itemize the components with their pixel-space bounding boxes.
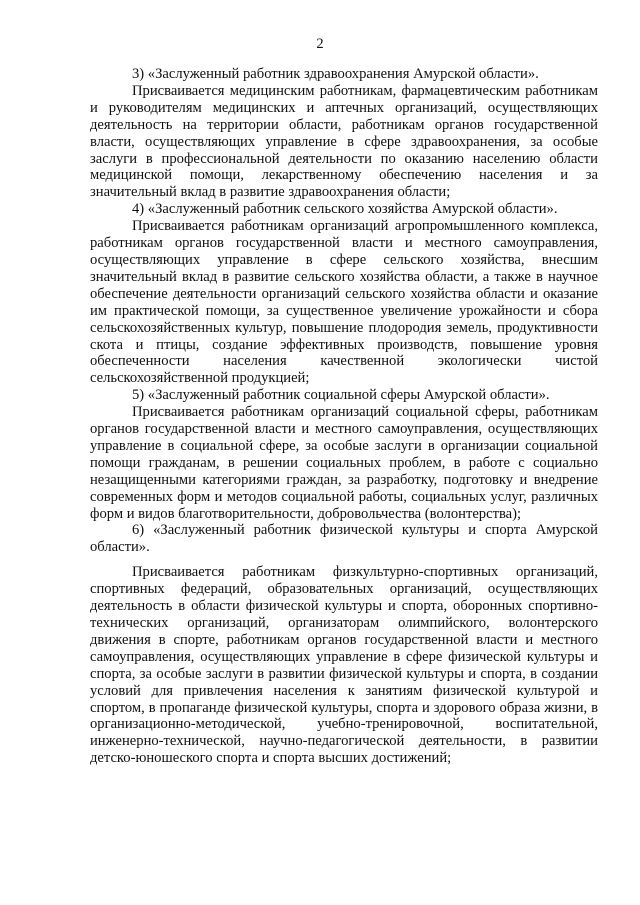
section-body-6: Присваивается работникам физкультурно-спортивных организаций, спортивных федераций, образовательных организаций, осуществляющих деятельность в области физической культуры и спорта, оборонных спортивно-технических организаций, организаторам олимпийского, волонтерского движения в спорте, работникам органов государственной власти и местного самоуправления, осуществляющих управление в сфере физической культуры и спорта, за особые заслуги в развитии физической культуры и спорта, в создании условий для привлечения населения к занятиям физической культурой и спортом, в пропаганде физической культуры, спорта и здорового образа жизни, в организационно-методической, учебно-тренировочной, воспитательной, инженерно-технической, научно-педагогической деятельности, в развитии детско-юношеского спорта и спорта высших достижений; [90,564,598,767]
section-heading-6: 6) «Заслуженный работник физической культуры и спорта Амурской области». [90,522,598,556]
section-body-3: Присваивается медицинским работникам, фармацевтическим работникам и руководителям медицинских и аптечных организаций, осуществляющих деятельность на территории области, работникам органов государственной власти, осуществляющих управление в сфере здравоохранения, за особые заслуги в профессиональной деятельности по оказанию населению области медицинской помощи, лекарственному обеспечению населения и за значительный вклад в развитие здравоохранения области; [90,82,598,201]
page-number: 2 [316,36,324,52]
document-body [90,66,598,767]
section-heading-4: 4) «Заслуженный работник сельского хозяйства Амурской области». [132,201,558,218]
section-body-4: Присваивается работникам организаций агропромышленного комплекса, работникам органов государственной власти и местного самоуправления, осуществляющих управление в сфере сельского хозяйства, внесшим значительный вклад в развитие сельского хозяйства области, а также в научное обеспечение деятельности организаций сельского хозяйства области и оказание им практической помощи, за существенное увеличение урожайности и сбора сельскохозяйственных культур, повышение плодородия земель, продуктивности скота и птицы, создание эффективных производств, повышение уровня обеспеченности населения качественной экологически чистой сельскохозяйственной продукцией; [90,218,598,387]
section-body-5: Присваивается работникам организаций социальной сферы, работникам органов государственной власти и местного самоуправления, осуществляющих управление в социальной сфере, за особые заслуги в организации социальной помощи гражданам, в решении социальных проблем, в работе с социально незащищенными категориями граждан, за разработку, подготовку и внедрение современных форм и методов социальной работы, социальных услуг, различных форм и видов благотворительности, добровольчества (волонтерства); [90,404,598,522]
section-heading-3: 3) «Заслуженный работник здравоохранения Амурской области». [132,66,539,82]
section-heading-5: 5) «Заслуженный работник социальной сферы Амурской области». [132,387,550,404]
